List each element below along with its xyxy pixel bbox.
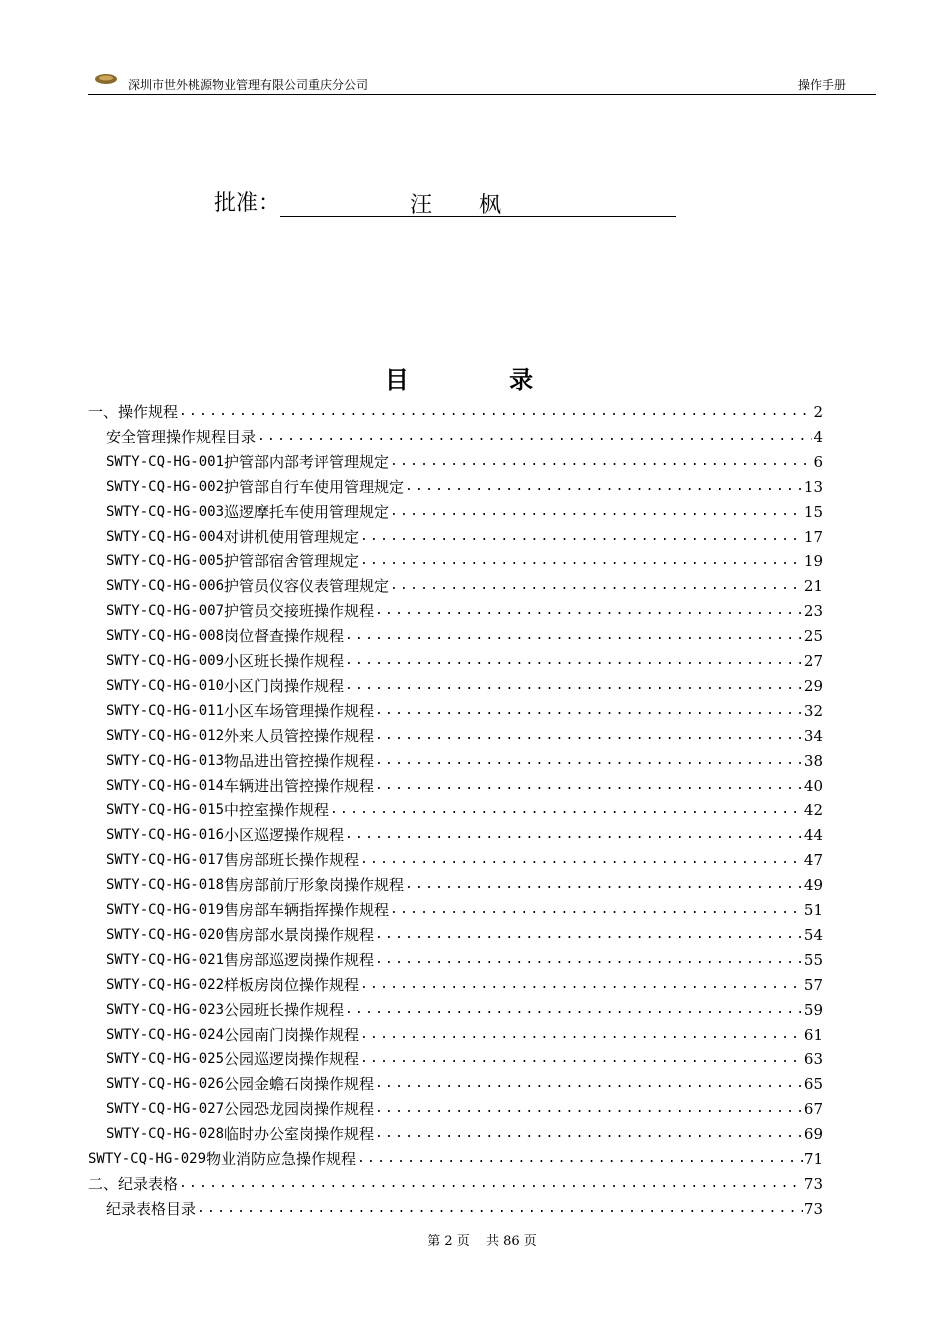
toc-entry-code: SWTY-CQ-HG-020: [106, 926, 225, 943]
toc-entry-code: SWTY-CQ-HG-026: [106, 1076, 225, 1093]
toc-entry-page: 4: [813, 427, 823, 446]
toc-entry-title: 样板房岗位操作规程: [224, 975, 360, 994]
toc-entry-title: 售房部巡逻岗操作规程: [224, 950, 375, 969]
toc-leader-dots: [375, 1097, 803, 1121]
toc-leader-dots: [405, 475, 803, 499]
toc-entry[interactable]: [106, 674, 823, 698]
toc-entry[interactable]: [106, 1097, 823, 1121]
toc-entry-code: SWTY-CQ-HG-021: [106, 951, 225, 968]
toc-entry-code: SWTY-CQ-HG-022: [106, 976, 225, 993]
toc-entry-page: 15: [803, 502, 823, 521]
toc-leader-dots: [375, 923, 803, 947]
toc-entry-title: 公园巡逻岗操作规程: [224, 1050, 360, 1069]
toc-entry[interactable]: [106, 774, 823, 798]
toc-entry[interactable]: [106, 749, 823, 773]
toc-entry[interactable]: [106, 1072, 823, 1096]
toc-entry-title: 护管部内部考评管理规定: [224, 452, 390, 471]
toc-leader-dots: [330, 798, 803, 822]
page-number: 第 2 页: [427, 1234, 470, 1249]
toc-leader-dots: [360, 549, 803, 573]
toc-entry-code: SWTY-CQ-HG-009: [106, 653, 225, 669]
toc-entry-code: SWTY-CQ-HG-014: [106, 777, 225, 794]
toc-entry[interactable]: [106, 1047, 823, 1071]
toc-entry[interactable]: [106, 898, 823, 922]
toc-leader-dots: [375, 599, 803, 623]
toc-entry[interactable]: [106, 724, 823, 748]
toc-leader-dots: [257, 425, 812, 449]
approval-signature-line: [280, 188, 676, 217]
toc-entry-title: 售房部水景岗操作规程: [224, 925, 375, 944]
toc-entry-page: 38: [803, 751, 823, 770]
toc-leader-dots: [345, 649, 803, 673]
toc-entry-code: SWTY-CQ-HG-005: [106, 553, 225, 570]
toc-entry-title: 纪录表格目录: [106, 1199, 197, 1218]
toc-entry-page: 61: [803, 1025, 823, 1044]
toc-entry-page: 73: [803, 1174, 823, 1193]
toc-entry-title: 售房部班长操作规程: [224, 851, 360, 870]
toc-leader-dots: [345, 998, 803, 1022]
toc-entry-page: 2: [813, 403, 823, 421]
toc-entry-page: 34: [803, 726, 823, 745]
toc-entry-page: 42: [803, 801, 823, 820]
toc-entry-page: 51: [803, 901, 823, 919]
toc-entry-page: 73: [803, 1199, 823, 1218]
toc-entry[interactable]: [88, 1172, 823, 1196]
toc-entry-page: 23: [803, 602, 823, 621]
toc-entry[interactable]: [106, 848, 823, 872]
toc-entry[interactable]: [106, 798, 823, 822]
toc-entry-page: 63: [803, 1050, 823, 1069]
toc-entry-title: 中控室操作规程: [224, 801, 330, 820]
toc-entry-code: SWTY-CQ-HG-015: [106, 802, 225, 819]
toc-entry-title: 对讲机使用管理规定: [224, 527, 360, 546]
toc-entry-title: 公园恐龙园岗操作规程: [224, 1100, 375, 1119]
toc-entry-page: 25: [803, 627, 823, 646]
toc-entry-title: 巡逻摩托车使用管理规定: [224, 502, 390, 521]
toc-entry-code: SWTY-CQ-HG-017: [106, 852, 225, 869]
approver-name: 汪 枫: [410, 193, 522, 218]
toc-entry-title: 物业消防应急操作规程: [206, 1150, 357, 1168]
toc-entry-page: 21: [803, 577, 823, 596]
toc-entry-title: 岗位督查操作规程: [224, 627, 345, 646]
total-pages: 共 86 页: [485, 1234, 537, 1249]
toc-entry-title: 公园南门岗操作规程: [224, 1025, 360, 1044]
manual-label: 操作手册: [797, 78, 846, 92]
toc-entry-title: 小区门岗操作规程: [224, 676, 345, 695]
toc-entry[interactable]: [106, 475, 823, 499]
toc-leader-dots: [357, 1147, 803, 1171]
company-name: 深圳市世外桃源物业管理有限公司重庆分公司: [128, 78, 369, 92]
toc-entry-page: 49: [803, 876, 823, 895]
toc-leader-dots: [390, 450, 812, 474]
toc-entry-title: 护管部自行车使用管理规定: [224, 477, 405, 496]
toc-entry-title: 外来人员管控操作规程: [224, 726, 375, 745]
toc-entry-code: SWTY-CQ-HG-011: [106, 702, 225, 719]
toc-leader-dots: [390, 574, 803, 598]
toc-entry[interactable]: [106, 624, 823, 648]
toc-leader-dots: [375, 1072, 803, 1096]
toc-entry-title: 物品进出管控操作规程: [224, 751, 375, 770]
toc-leader-dots: [375, 948, 803, 972]
toc-entry-page: 44: [803, 826, 823, 845]
toc-entry-code: SWTY-CQ-HG-003: [106, 503, 225, 520]
toc-entry[interactable]: [106, 649, 823, 673]
toc-entry[interactable]: [106, 599, 823, 623]
toc-entry[interactable]: [106, 699, 823, 723]
toc-entry-title: 售房部车辆指挥操作规程: [224, 901, 390, 919]
toc-title: 目 录: [384, 365, 580, 394]
toc-entry-title: 售房部前厅形象岗操作规程: [224, 876, 405, 895]
toc-entry[interactable]: [106, 425, 823, 449]
toc-entry[interactable]: [106, 1122, 823, 1146]
toc-leader-dots: [197, 1197, 803, 1221]
toc-entry[interactable]: [106, 500, 823, 524]
toc-leader-dots: [179, 1172, 803, 1196]
toc-entry-page: 59: [803, 1000, 823, 1019]
toc-entry-code: SWTY-CQ-HG-019: [106, 902, 225, 918]
toc-entry[interactable]: [106, 973, 823, 997]
toc-leader-dots: [345, 823, 803, 847]
toc-entry-code: SWTY-CQ-HG-004: [106, 528, 225, 545]
toc-entry[interactable]: [106, 1197, 823, 1221]
toc-entry-title: 小区班长操作规程: [224, 652, 345, 670]
toc-leader-dots: [375, 724, 803, 748]
toc-entry-page: 40: [803, 776, 823, 795]
toc-leader-dots: [360, 973, 803, 997]
toc-entry-code: SWTY-CQ-HG-001: [106, 453, 225, 470]
toc-entry[interactable]: [106, 948, 823, 972]
toc-entry-page: 69: [803, 1125, 823, 1144]
toc-entry-code: SWTY-CQ-HG-007: [106, 603, 225, 620]
toc-entry-page: 54: [803, 925, 823, 944]
toc-entry-page: 47: [803, 851, 823, 870]
toc-entry-code: SWTY-CQ-HG-018: [106, 877, 225, 894]
toc-entry-page: 57: [803, 975, 823, 994]
toc-entry-code: SWTY-CQ-HG-016: [106, 827, 225, 844]
toc-entry-page: 55: [803, 950, 823, 969]
toc-entry[interactable]: [106, 450, 823, 474]
toc-entry[interactable]: [106, 823, 823, 847]
toc-entry-code: SWTY-CQ-HG-012: [106, 727, 225, 744]
toc-entry-page: 17: [803, 527, 823, 546]
toc-entry-title: 小区车场管理操作规程: [224, 701, 375, 720]
toc-entry-title: 公园班长操作规程: [224, 1000, 345, 1019]
toc-entry-page: 71: [803, 1150, 823, 1168]
toc-entry-code: SWTY-CQ-HG-027: [106, 1101, 225, 1118]
toc-entry-page: 32: [803, 701, 823, 720]
toc-entry-title: 护管员仪容仪表管理规定: [224, 577, 390, 596]
toc-leader-dots: [360, 525, 803, 549]
toc-entry[interactable]: [106, 923, 823, 947]
toc-entry-code: SWTY-CQ-HG-024: [106, 1026, 225, 1043]
toc-entry-title: 公园金蟾石岗操作规程: [224, 1075, 375, 1094]
toc-entry-title: 小区巡逻操作规程: [224, 826, 345, 845]
toc-entry[interactable]: [106, 574, 823, 598]
toc-entry-code: SWTY-CQ-HG-028: [106, 1126, 225, 1143]
toc-entry-code: SWTY-CQ-HG-023: [106, 1001, 225, 1018]
toc-entry[interactable]: [106, 549, 823, 573]
toc-entry-code: SWTY-CQ-HG-008: [106, 628, 225, 645]
toc-entry[interactable]: [106, 998, 823, 1022]
page-header: [88, 70, 876, 95]
toc-entry-page: 67: [803, 1100, 823, 1119]
toc-leader-dots: [375, 699, 803, 723]
toc-entry-page: 19: [803, 552, 823, 571]
toc-leader-dots: [360, 1023, 803, 1047]
toc-leader-dots: [390, 898, 803, 922]
toc-entry-code: SWTY-CQ-HG-025: [106, 1051, 225, 1068]
toc-entry-title: 车辆进出管控操作规程: [224, 776, 375, 795]
toc-leader-dots: [375, 1122, 803, 1146]
toc-entry-page: 27: [803, 652, 823, 670]
toc-entry[interactable]: [106, 873, 823, 897]
toc-entry-title: 护管员交接班操作规程: [224, 602, 375, 621]
toc-entry-title: 安全管理操作规程目录: [106, 427, 257, 446]
toc-entry-code: SWTY-CQ-HG-010: [106, 677, 225, 694]
toc-entry-code: SWTY-CQ-HG-002: [106, 478, 225, 495]
toc-entry-page: 13: [803, 477, 823, 496]
toc-leader-dots: [345, 674, 803, 698]
toc-leader-dots: [405, 873, 803, 897]
toc-entry[interactable]: [88, 400, 823, 424]
page-footer: [0, 1230, 950, 1249]
toc-leader-dots: [360, 1047, 803, 1071]
toc-entry[interactable]: [106, 525, 823, 549]
toc-leader-dots: [375, 749, 803, 773]
approval-label: 批准：: [214, 191, 281, 216]
toc-entry-code: SWTY-CQ-HG-006: [106, 578, 225, 595]
toc-leader-dots: [345, 624, 803, 648]
toc-leader-dots: [375, 774, 803, 798]
toc-entry-code: SWTY-CQ-HG-013: [106, 752, 225, 769]
toc-entry-code: SWTY-CQ-HG-029: [88, 1151, 207, 1167]
toc-entry-page: 65: [803, 1075, 823, 1094]
approval-block: [214, 186, 676, 217]
toc-entry-title: 二、纪录表格: [88, 1174, 179, 1193]
toc-leader-dots: [360, 848, 803, 872]
toc-entry[interactable]: [88, 1147, 823, 1171]
toc-leader-dots: [390, 500, 803, 524]
toc-entry-title: 临时办公室岗操作规程: [224, 1125, 375, 1144]
toc-entry-title: 护管部宿舍管理规定: [224, 552, 360, 571]
company-logo-icon: [94, 73, 118, 85]
toc-entry-page: 6: [813, 452, 823, 471]
toc-entry[interactable]: [106, 1023, 823, 1047]
toc-entry-title: 一、操作规程: [88, 403, 179, 421]
toc-leader-dots: [179, 400, 812, 424]
toc-entry-page: 29: [803, 676, 823, 695]
